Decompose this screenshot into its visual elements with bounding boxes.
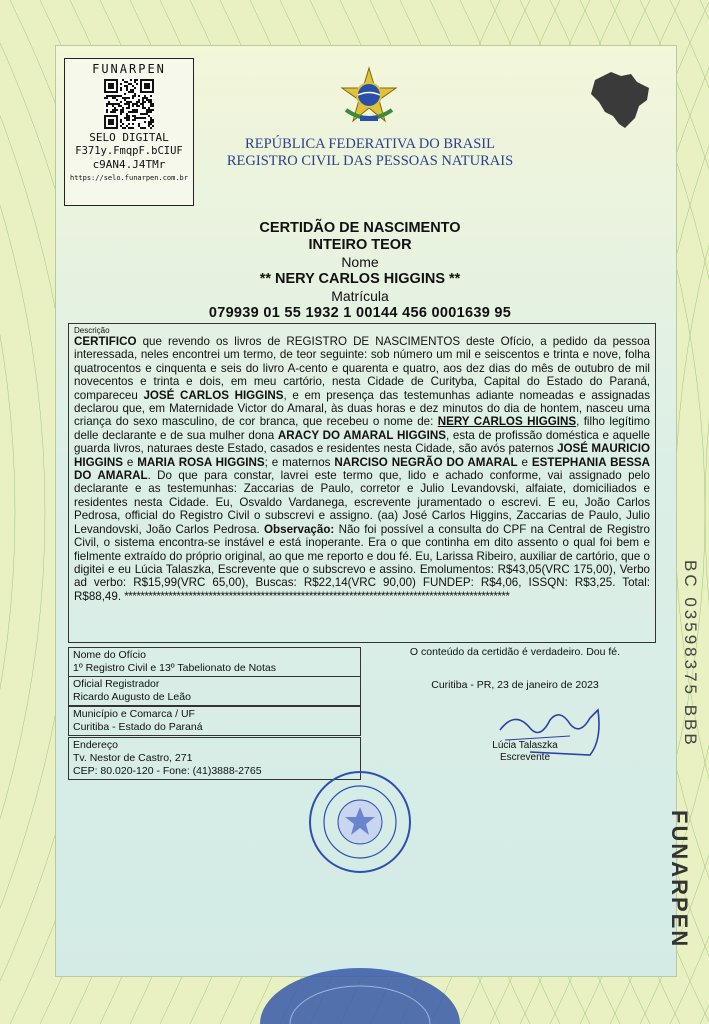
side-serial: BC 03598375 BBB — [681, 560, 700, 748]
header-line-1: REPÚBLICA FEDERATIVA DO BRASIL — [245, 136, 495, 152]
title-line-1: CERTIDÃO DE NASCIMENTO — [259, 220, 461, 236]
side-brand: FUNARPEN — [667, 810, 692, 949]
registrar-box — [68, 676, 361, 706]
asterisk-fill: ************************************************************************************************ — [124, 589, 510, 603]
description-label: Descrição — [74, 326, 110, 335]
matricula-label: Matrícula — [331, 288, 389, 304]
address-line-1: Tv. Nestor de Castro, 271 — [73, 752, 193, 764]
address-line-2: CEP: 80.020-120 - Fone: (41)3888-2765 — [73, 765, 262, 777]
observation-text: Não foi possível a consulta do CPF na Central de Registro Civil, o sistema encontra-se instável e está inoperante. Era o que continha em dito assento o qual foi bem e fielmente extraído do próprio original, ao que me reporto e dou fé. Eu, Larissa Ribeiro, auxiliar de cartório, que o digitei e eu Lúcia Talaszka, Escrevente que o subscrevo e assino. Emolumentos: R$43,05(VRC 175,00), Verbo ad verbo: R$15,99(VRC 65,00), Buscas: R$22,14(VRC 90,00) FUNDEP: R$4,06, ISSQN: R$3,25. Total: R$88,49. — [74, 522, 650, 603]
text-segment: ; e maternos — [264, 455, 335, 469]
description-text — [74, 335, 650, 603]
seal-brand: FUNARPEN — [92, 62, 166, 76]
office-name-box — [68, 647, 361, 677]
municipality-value: Curitiba - Estado do Paraná — [73, 721, 203, 733]
office-name-value: 1º Registro Civil e 13º Tabelionato de Notas — [73, 662, 277, 674]
certificate-title — [150, 220, 570, 322]
bottom-emblem — [250, 960, 470, 1024]
side-serial-strip — [662, 560, 702, 1000]
digital-seal-box — [64, 58, 194, 206]
name-value: ** NERY CARLOS HIGGINS ** — [259, 271, 461, 287]
paternal-grandfather: JOSÉ MAURICIO HIGGINS — [74, 442, 650, 469]
issue-date: Curitiba - PR, 23 de janeiro de 2023 — [431, 679, 599, 691]
description-box — [68, 323, 656, 643]
text-segment: , filho legítimo delle declarante e de sua mulher dona — [74, 415, 650, 442]
municipality-label: Município e Comarca / UF — [73, 708, 195, 720]
signer-role: Escrevente — [499, 752, 551, 763]
observation-label: Observação: — [264, 522, 335, 536]
text-segment: que revendo os livros de REGISTRO DE NASCIMENTOS deste Ofício, a pedido da pessoa interessada, neles encontrei um termo, de teor seguinte: sob número um mil e seiscentos e trinta e nove, folha quatrocentos e cinquenta e seis do livro A-cento e quarenta e quatro, aos dez dias do mês de outubro de mil novecentos e trinta e dois, em meu cartório, nesta Cidade de Curityba, Capital do Estado do Paraná, compareceu — [74, 335, 650, 402]
seal-url[interactable]: https://selo.funarpen.com.br — [69, 174, 188, 182]
certifico-word: CERTIFICO — [74, 335, 137, 348]
maternal-grandfather: NARCISO NEGRÃO DO AMARAL — [334, 455, 518, 469]
seal-code-2: c9AN4.J4TMr — [92, 158, 166, 171]
municipality-box — [68, 706, 361, 736]
republic-header — [200, 136, 540, 170]
signer-block — [470, 740, 580, 764]
brazil-map-icon — [585, 66, 655, 136]
qr-code-icon[interactable] — [104, 79, 154, 129]
title-line-2: INTEIRO TEOR — [308, 237, 412, 253]
seal-code-1: F371y.FmqpF.bCIUF — [75, 145, 183, 157]
text-segment: e — [517, 455, 532, 469]
signer-name: Lúcia Talaszka — [492, 740, 558, 751]
maternal-grandmother: ESTEPHANIA BESSA DO AMARAL — [74, 455, 651, 483]
attestation-text: O conteúdo da certidão é verdadeiro. Dou fé. — [409, 646, 621, 658]
declarant-name: JOSÉ CARLOS HIGGINS — [143, 388, 284, 402]
text-segment: . Do que para constar, lavrei este termo que, lido e achado conforme, vai assignado pelo declarante e as testemunhas: Zaccarias de Paulo, corretor e Julio Levandovski, alfaiate, domiciliados e residentes nesta Cidade. Eu, Osvaldo Vardanega, escrevente juramentado o escrevi. E eu, João Carlos Pedrosa, official do Registro Civil o subscrevi e assigno. (aa) José Carlos Higgins, Zaccarias de Paulo, Julio Levandovski, João Carlos Pedrosa. — [74, 469, 650, 536]
text-segment: , esta de profissão doméstica e aquelle guarda livros, naturaes deste Estado, casados e residentes nesta Cidade, são avós paternos — [74, 428, 650, 456]
name-label: Nome — [341, 254, 379, 270]
registry-stamp — [305, 767, 415, 877]
text-segment: , e em presença das testemunhas adiante nomeadas e assignadas declarou que, em Maternidade Victor do Amaral, às duas horas e dez minutos do dia de hontem, nasceu uma criança do sexo masculino, de cor branca, que recebeu o nome de: — [74, 388, 650, 429]
office-name-label: Nome do Ofício — [73, 649, 146, 661]
seal-label: SELO DIGITAL — [89, 131, 169, 144]
text-segment: e — [122, 455, 138, 469]
header-line-2: REGISTRO CIVIL DAS PESSOAS NATURAIS — [226, 153, 514, 169]
paternal-grandmother: MARIA ROSA HIGGINS — [137, 455, 265, 469]
address-label: Endereço — [73, 739, 118, 751]
child-name: NERY CARLOS HIGGINS — [437, 415, 577, 429]
matricula-value: 079939 01 55 1932 1 00144 456 0001639 95 — [208, 305, 512, 321]
registrar-value: Ricardo Augusto de Leão — [73, 691, 191, 703]
brazil-coat-of-arms-icon — [338, 66, 400, 128]
mother-name: ARACY DO AMARAL HIGGINS — [277, 428, 446, 442]
registrar-label: Oficial Registrador — [73, 678, 160, 690]
